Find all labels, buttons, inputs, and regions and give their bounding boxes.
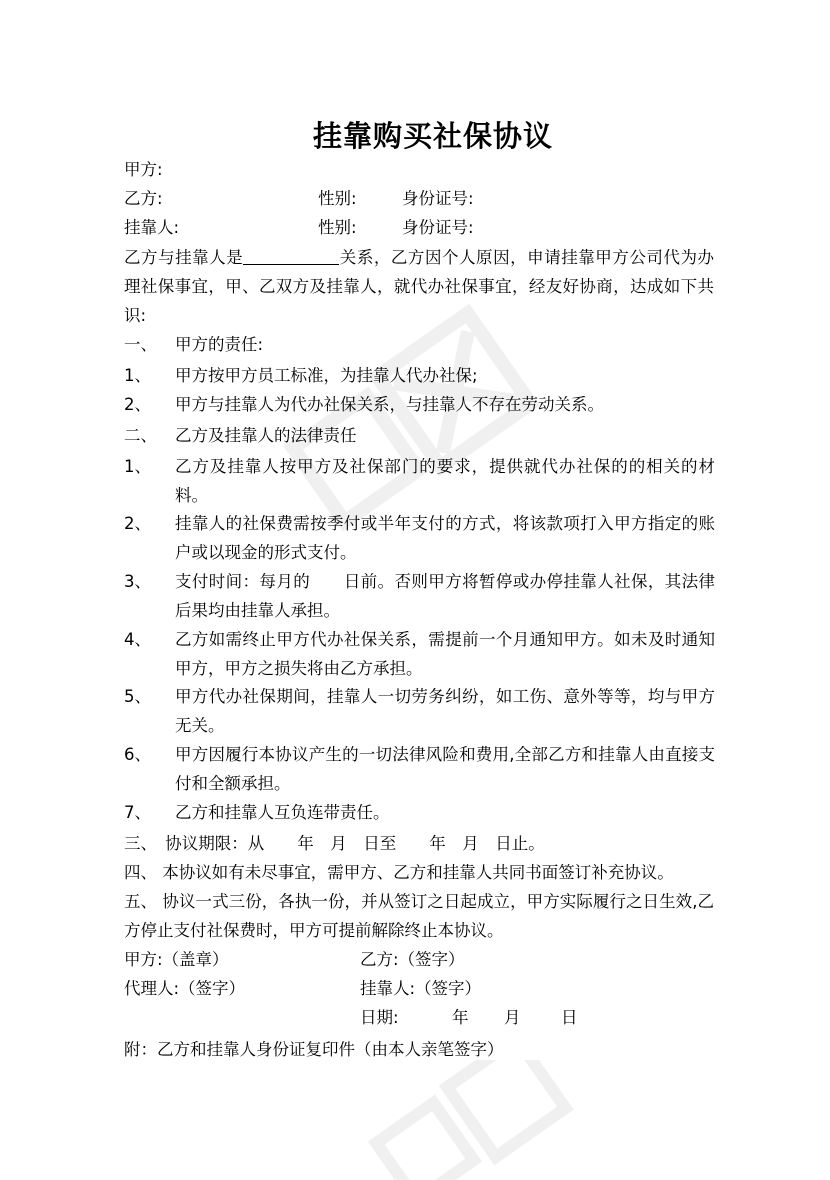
section-2-item-text: 乙方及挂靠人按甲方及社保部门的要求，提供就代办社保的的相关的材料。 [175,457,715,505]
section-3-term: 三、 协议期限：从 年 月 日至 年 月 日止。 [124,834,545,853]
party-a-label: 甲方: [124,160,163,179]
intro-text-start: 乙方与挂靠人是 [124,248,244,267]
section-5-copies: 五、 协议一式三份，各执一份，并从签订之日起成立，甲方实际履行之日生效,乙方停止支付社保费时，甲方可提前解除终止本协议。 [124,892,714,940]
affiliate-id-label: 身份证号: [402,218,474,237]
attachment-note: 附：乙方和挂靠人身份证复印件（由本人亲笔签字） [124,1040,504,1059]
section-2-item-text: 乙方和挂靠人互负连带责任。 [175,803,390,822]
section-1-heading: 甲方的责任: [175,335,264,354]
section-2-item-text: 乙方如需终止甲方代办社保关系，需提前一个月通知甲方。如未及时通知甲方，甲方之损失将由乙方承担。 [175,630,715,678]
section-2-item-number: 5、 [124,687,151,706]
section-2-item-number: 4、 [124,630,151,649]
signature-affiliate: 挂靠人:（签字） [360,979,482,998]
affiliate-gender-label: 性别: [318,218,357,237]
section-2-item-number: 7、 [124,803,151,822]
watermark-graphic-bottom [360,1060,580,1180]
intro-paragraph [124,243,714,330]
section-2-item-text: 甲方因履行本协议产生的一切法律风险和费用,全部乙方和挂靠人由直接支付和全额承担。 [175,745,715,793]
section-2-item-text: 甲方代办社保期间，挂靠人一切劳务纠纷，如工伤、意外等等，均与甲方无关。 [175,687,715,735]
date-label: 日期: [360,1008,399,1027]
section-1-item-number: 2、 [124,395,151,414]
signature-party-b: 乙方:（签字） [360,950,465,969]
section-2-heading: 乙方及挂靠人的法律责任 [175,426,357,445]
page-title: 挂靠购买社保协议 [312,119,553,153]
section-1-number: 一、 [124,335,157,354]
party-b-id-label: 身份证号: [402,189,474,208]
date-year: 年 [452,1008,469,1027]
party-b-label: 乙方: [124,189,163,208]
section-1-item-text: 甲方按甲方员工标准，为挂靠人代办社保; [175,366,478,385]
date-month: 月 [504,1008,521,1027]
section-4-supplement: 四、 本协议如有未尽事宜，需甲方、乙方和挂靠人共同书面签订补充协议。 [124,863,674,882]
section-1-item-text: 甲方与挂靠人为代办社保关系，与挂靠人不存在劳动关系。 [175,395,604,414]
date-day: 日 [561,1008,578,1027]
section-2-item-number: 3、 [124,572,151,591]
section-2-item-number: 1、 [124,457,151,476]
section-2-item-text: 挂靠人的社保费需按季付或半年支付的方式，将该款项打入甲方指定的账户或以现金的形式支付。 [175,514,715,562]
section-2-item-number: 6、 [124,745,151,764]
party-b-gender-label: 性别: [318,189,357,208]
section-2-number: 二、 [124,426,157,445]
signature-party-a: 甲方:（盖章） [124,950,229,969]
signature-agent: 代理人:（签字） [124,979,246,998]
section-2-item-text: 支付时间：每月的 日前。否则甲方将暂停或办停挂靠人社保，其法律后果均由挂靠人承担。 [175,572,715,620]
affiliate-label: 挂靠人: [124,218,180,237]
section-1-item-number: 1、 [124,366,151,385]
section-2-item-number: 2、 [124,514,151,533]
intro-text-end: 关系，乙方因个人原因，申请挂靠甲方公司代为办理社保事宜，甲、乙双方及挂靠人，就代办社保事宜，经友好协商，达成如下共识: [124,248,715,325]
relationship-blank-line [243,248,339,265]
